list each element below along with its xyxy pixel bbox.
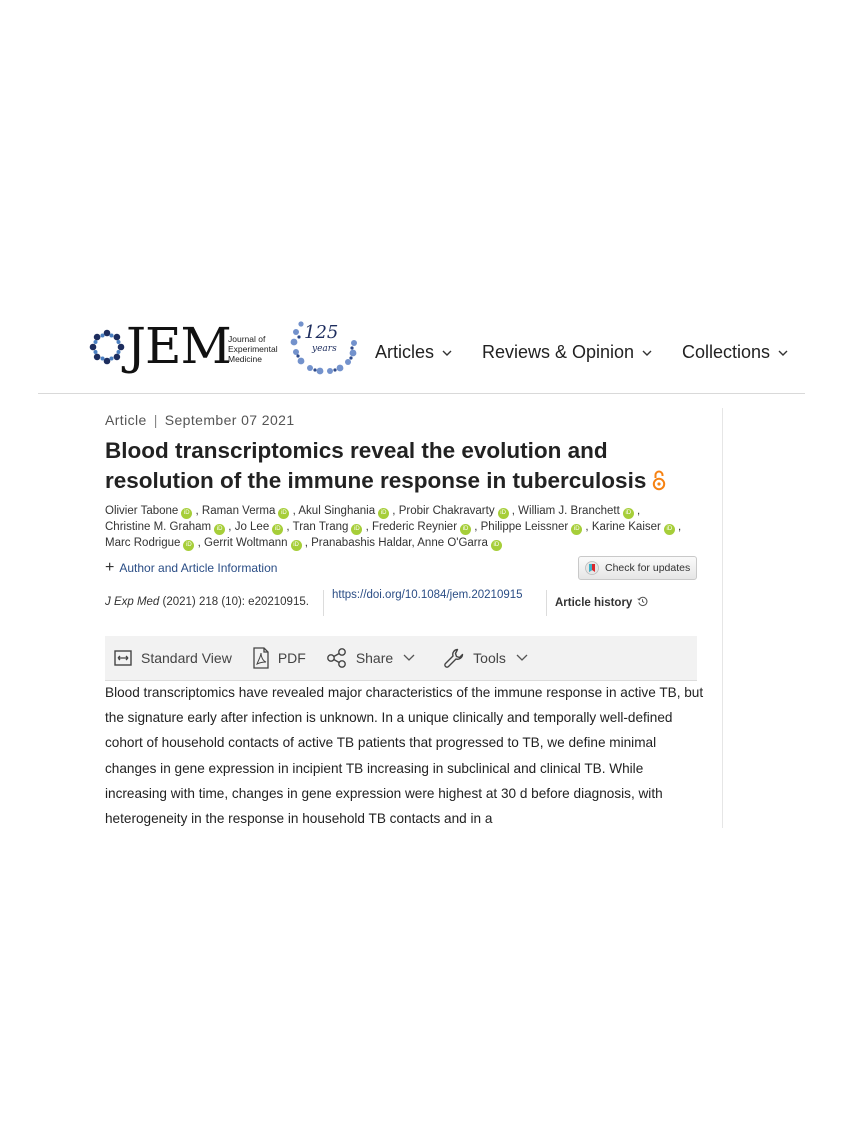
citation-divider xyxy=(546,590,547,616)
author-link[interactable] xyxy=(311,537,411,549)
author-name: Christine M. Graham xyxy=(105,521,212,533)
author-link[interactable] xyxy=(235,521,284,533)
check-for-updates-button[interactable] xyxy=(578,556,697,580)
author-info-label: Author and Article Information xyxy=(119,561,278,575)
author-name: Anne O'Garra xyxy=(417,537,488,549)
nav-reviews-opinion[interactable] xyxy=(482,342,652,363)
abstract-text: Blood transcriptomics have revealed major characteristics of the immune response in active TB, but the signature early after infection is unknown. In a unique clinically and temporally well-defined cohort of household contacts of active TB patients that progressed to TB, we define minimal changes in gene expression in incipient TB increasing in subclinical and clinical TB. While increasing with time, changes in gene expression were highest at 30 d before diagnosis, with heterogeneity in the response in household TB contacts and in a xyxy=(105,685,704,827)
wrench-icon xyxy=(443,647,465,669)
author-name: Frederic Reynier xyxy=(372,521,458,533)
header-divider xyxy=(38,393,805,394)
orcid-icon[interactable]: iD xyxy=(272,524,283,535)
article-date: September 07 2021 xyxy=(164,412,295,428)
citation-row xyxy=(105,588,705,618)
history-clock-icon xyxy=(637,596,648,607)
article-history-button[interactable] xyxy=(555,596,648,609)
check-updates-label: Check for updates xyxy=(605,562,691,574)
orcid-icon[interactable]: iD xyxy=(183,540,194,551)
meta-separator: | xyxy=(153,412,158,428)
author-name: Gerrit Woltmann xyxy=(204,537,288,549)
article-type: Article xyxy=(105,412,147,428)
standard-view-label: Standard View xyxy=(141,650,232,666)
orcid-icon[interactable]: iD xyxy=(181,508,192,519)
author-link[interactable] xyxy=(518,505,634,517)
article-title-text: Blood transcriptomics reveal the evolution and resolution of the immune response in tuberculosis xyxy=(105,438,647,493)
orcid-icon[interactable]: iD xyxy=(571,524,582,535)
orcid-icon[interactable]: iD xyxy=(623,508,634,519)
orcid-icon[interactable]: iD xyxy=(491,540,502,551)
orcid-icon[interactable]: iD xyxy=(214,524,225,535)
orcid-icon[interactable]: iD xyxy=(664,524,675,535)
author-name: Raman Verma xyxy=(201,505,276,517)
chevron-down-icon xyxy=(778,348,788,358)
author-name: Marc Rodrigue xyxy=(105,537,181,549)
citation-details: (2021) 218 (10): e20210915. xyxy=(159,596,309,608)
nav-label: Collections xyxy=(682,342,771,362)
author-link[interactable] xyxy=(298,505,389,517)
doi-link[interactable]: https://doi.org/10.1084/jem.20210915 xyxy=(332,589,523,601)
logo-subtitle-line: Experimental xyxy=(228,344,278,354)
pdf-label: PDF xyxy=(277,650,306,666)
share-icon xyxy=(326,648,348,668)
anniversary-number: 125 xyxy=(304,322,339,343)
author-link[interactable] xyxy=(399,505,509,517)
author-name: Jo Lee xyxy=(234,521,270,533)
nav-label: Articles xyxy=(375,342,435,362)
jem-flower-icon xyxy=(88,328,126,366)
logo-wordmark: JEM xyxy=(126,317,231,375)
orcid-icon[interactable]: iD xyxy=(498,508,509,519)
citation-divider xyxy=(323,590,324,616)
article-toolbar xyxy=(105,636,697,681)
author-link[interactable] xyxy=(417,537,502,549)
author-link[interactable] xyxy=(204,537,302,549)
citation-text xyxy=(105,596,309,608)
pdf-button[interactable] xyxy=(252,647,306,669)
journal-abbrev: J Exp Med xyxy=(105,596,160,608)
author-name: Karine Kaiser xyxy=(591,521,661,533)
logo-subtitle xyxy=(228,334,278,364)
chevron-down-icon xyxy=(442,348,452,358)
logo-subtitle-line: Medicine xyxy=(228,354,263,364)
author-name: Tran Trang xyxy=(292,521,349,533)
logo-subtitle-line: Journal of xyxy=(228,334,266,344)
anniversary-badge xyxy=(290,318,358,376)
author-link[interactable] xyxy=(293,521,363,533)
author-link[interactable] xyxy=(105,521,225,533)
tools-label: Tools xyxy=(473,650,506,666)
nav-label: Reviews & Opinion xyxy=(482,342,635,362)
plus-icon: + xyxy=(105,559,115,576)
orcid-icon[interactable]: iD xyxy=(460,524,471,535)
article-title xyxy=(105,436,705,496)
pdf-file-icon xyxy=(252,647,270,669)
nav-articles[interactable] xyxy=(375,342,452,363)
jem-logo[interactable] xyxy=(88,318,288,374)
author-name: Olivier Tabone xyxy=(105,505,179,517)
author-list: Olivier Tabone iD , Raman Verma iD , Akul Singhania iD , Probir Chakravarty iD , William J. Branchett iD , Christine M. Graham iD , Jo Lee iD , Tran Trang iD , Frederic Reynier iD , Philippe Leissner iD , Karine Kaiser iD , Marc Rodrigue iD , Gerrit Woltmann iD , Pranabashis Haldar, Anne O'Garra iD xyxy=(105,505,682,549)
anniversary-word: years xyxy=(312,344,337,354)
crossmark-icon xyxy=(585,561,599,575)
author-name: Pranabashis Haldar xyxy=(311,537,412,549)
chevron-down-icon xyxy=(516,654,528,662)
author-link[interactable] xyxy=(372,521,471,533)
share-button[interactable] xyxy=(326,648,423,668)
author-link[interactable] xyxy=(105,505,192,517)
orcid-icon[interactable]: iD xyxy=(351,524,362,535)
author-name: William J. Branchett xyxy=(518,505,620,517)
standard-view-button[interactable] xyxy=(113,648,232,668)
author-link[interactable] xyxy=(592,521,675,533)
author-link[interactable] xyxy=(481,521,583,533)
orcid-icon[interactable]: iD xyxy=(378,508,389,519)
orcid-icon[interactable]: iD xyxy=(291,540,302,551)
chevron-down-icon xyxy=(642,348,652,358)
author-name: Philippe Leissner xyxy=(480,521,569,533)
author-link[interactable] xyxy=(105,537,194,549)
article-meta xyxy=(105,412,295,428)
chevron-down-icon xyxy=(403,654,415,662)
tools-button[interactable] xyxy=(443,647,536,669)
standard-view-icon xyxy=(113,648,133,668)
author-name: Probir Chakravarty xyxy=(398,505,495,517)
site-header xyxy=(88,314,798,380)
open-access-icon xyxy=(652,469,666,491)
author-name: Akul Singhania xyxy=(298,505,376,517)
share-label: Share xyxy=(355,650,394,666)
author-link[interactable] xyxy=(202,505,290,517)
nav-collections[interactable] xyxy=(682,342,788,363)
content-side-divider xyxy=(722,408,723,828)
article-history-label: Article history xyxy=(555,597,633,609)
orcid-icon[interactable]: iD xyxy=(278,508,289,519)
author-article-info-toggle[interactable] xyxy=(105,561,277,575)
